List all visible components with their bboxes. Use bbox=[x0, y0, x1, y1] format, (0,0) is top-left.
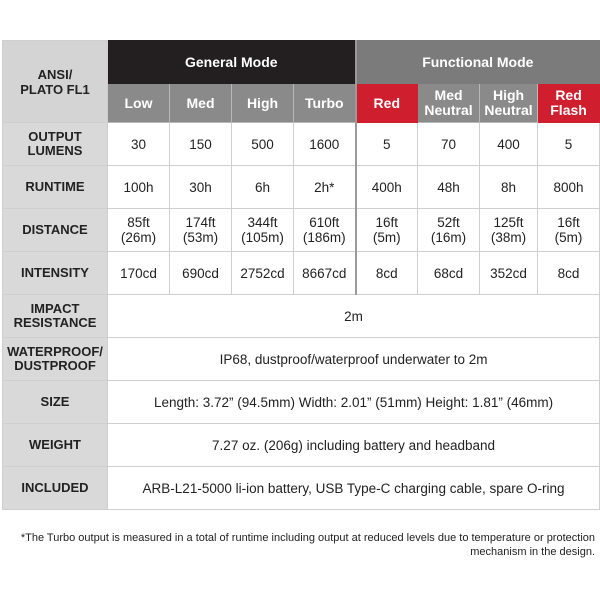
table-cell: 125ft (38m) bbox=[480, 209, 538, 252]
included-value: ARB-L21-5000 li-ion battery, USB Type-C charging cable, spare O-ring bbox=[108, 467, 600, 510]
table-cell: 68cd bbox=[418, 252, 480, 295]
table-cell: 174ft (53m) bbox=[170, 209, 232, 252]
general-mode-header: General Mode bbox=[108, 41, 356, 84]
table-cell: 70 bbox=[418, 123, 480, 166]
waterproof-value: IP68, dustproof/waterproof underwater to 2m bbox=[108, 338, 600, 381]
row-label-waterproof: WATERPROOF/ DUSTPROOF bbox=[3, 338, 108, 381]
table-row-size bbox=[3, 381, 600, 424]
mode-turbo-header: Turbo bbox=[294, 84, 356, 123]
mode-high-neutral-header: High Neutral bbox=[480, 84, 538, 123]
table-cell: 52ft (16m) bbox=[418, 209, 480, 252]
table-row-distance bbox=[3, 209, 600, 252]
mode-med-header: Med bbox=[170, 84, 232, 123]
table-cell: 8h bbox=[480, 166, 538, 209]
row-label-size: SIZE bbox=[3, 381, 108, 424]
table-cell: 400h bbox=[356, 166, 418, 209]
table-cell: 800h bbox=[538, 166, 600, 209]
size-value: Length: 3.72” (94.5mm) Width: 2.01” (51mm) Height: 1.81” (46mm) bbox=[108, 381, 600, 424]
table-row-impact bbox=[3, 295, 600, 338]
table-cell: 8cd bbox=[538, 252, 600, 295]
table-cell: 6h bbox=[232, 166, 294, 209]
table-row-waterproof bbox=[3, 338, 600, 381]
impact-value: 2m bbox=[108, 295, 600, 338]
row-label-runtime: RUNTIME bbox=[3, 166, 108, 209]
table-cell: 352cd bbox=[480, 252, 538, 295]
row-label-output-lumens: OUTPUT LUMENS bbox=[3, 123, 108, 166]
table-cell: 30h bbox=[170, 166, 232, 209]
table-cell: 690cd bbox=[170, 252, 232, 295]
table-cell: 85ft (26m) bbox=[108, 209, 170, 252]
table-cell: 100h bbox=[108, 166, 170, 209]
table-cell: 500 bbox=[232, 123, 294, 166]
mode-high-header: High bbox=[232, 84, 294, 123]
row-label-impact: IMPACT RESISTANCE bbox=[3, 295, 108, 338]
mode-low-header: Low bbox=[108, 84, 170, 123]
weight-value: 7.27 oz. (206g) including battery and headband bbox=[108, 424, 600, 467]
turbo-footnote: *The Turbo output is measured in a total of runtime including output at reduced levels due to temperature or protection mechanism in the design. bbox=[20, 532, 595, 558]
table-cell: 30 bbox=[108, 123, 170, 166]
row-label-intensity: INTENSITY bbox=[3, 252, 108, 295]
table-row-runtime bbox=[3, 166, 600, 209]
table-row-included bbox=[3, 467, 600, 510]
table-cell: 8667cd bbox=[294, 252, 356, 295]
table-cell: 170cd bbox=[108, 252, 170, 295]
spec-table bbox=[2, 40, 600, 510]
table-cell: 2752cd bbox=[232, 252, 294, 295]
table-cell: 16ft (5m) bbox=[538, 209, 600, 252]
mode-red-header: Red bbox=[356, 84, 418, 123]
table-row-output-lumens bbox=[3, 123, 600, 166]
table-cell: 8cd bbox=[356, 252, 418, 295]
table-row-intensity bbox=[3, 252, 600, 295]
table-cell: 5 bbox=[356, 123, 418, 166]
table-cell: 5 bbox=[538, 123, 600, 166]
functional-mode-header: Functional Mode bbox=[356, 41, 600, 84]
row-label-weight: WEIGHT bbox=[3, 424, 108, 467]
table-cell: 610ft (186m) bbox=[294, 209, 356, 252]
table-cell: 150 bbox=[170, 123, 232, 166]
row-label-distance: DISTANCE bbox=[3, 209, 108, 252]
table-cell: 2h* bbox=[294, 166, 356, 209]
table-cell: 48h bbox=[418, 166, 480, 209]
table-cell: 400 bbox=[480, 123, 538, 166]
table-cell: 16ft (5m) bbox=[356, 209, 418, 252]
corner-label: ANSI/ PLATO FL1 bbox=[3, 41, 108, 123]
row-label-included: INCLUDED bbox=[3, 467, 108, 510]
mode-med-neutral-header: Med Neutral bbox=[418, 84, 480, 123]
mode-red-flash-header: Red Flash bbox=[538, 84, 600, 123]
table-cell: 344ft (105m) bbox=[232, 209, 294, 252]
table-row-weight bbox=[3, 424, 600, 467]
table-cell: 1600 bbox=[294, 123, 356, 166]
